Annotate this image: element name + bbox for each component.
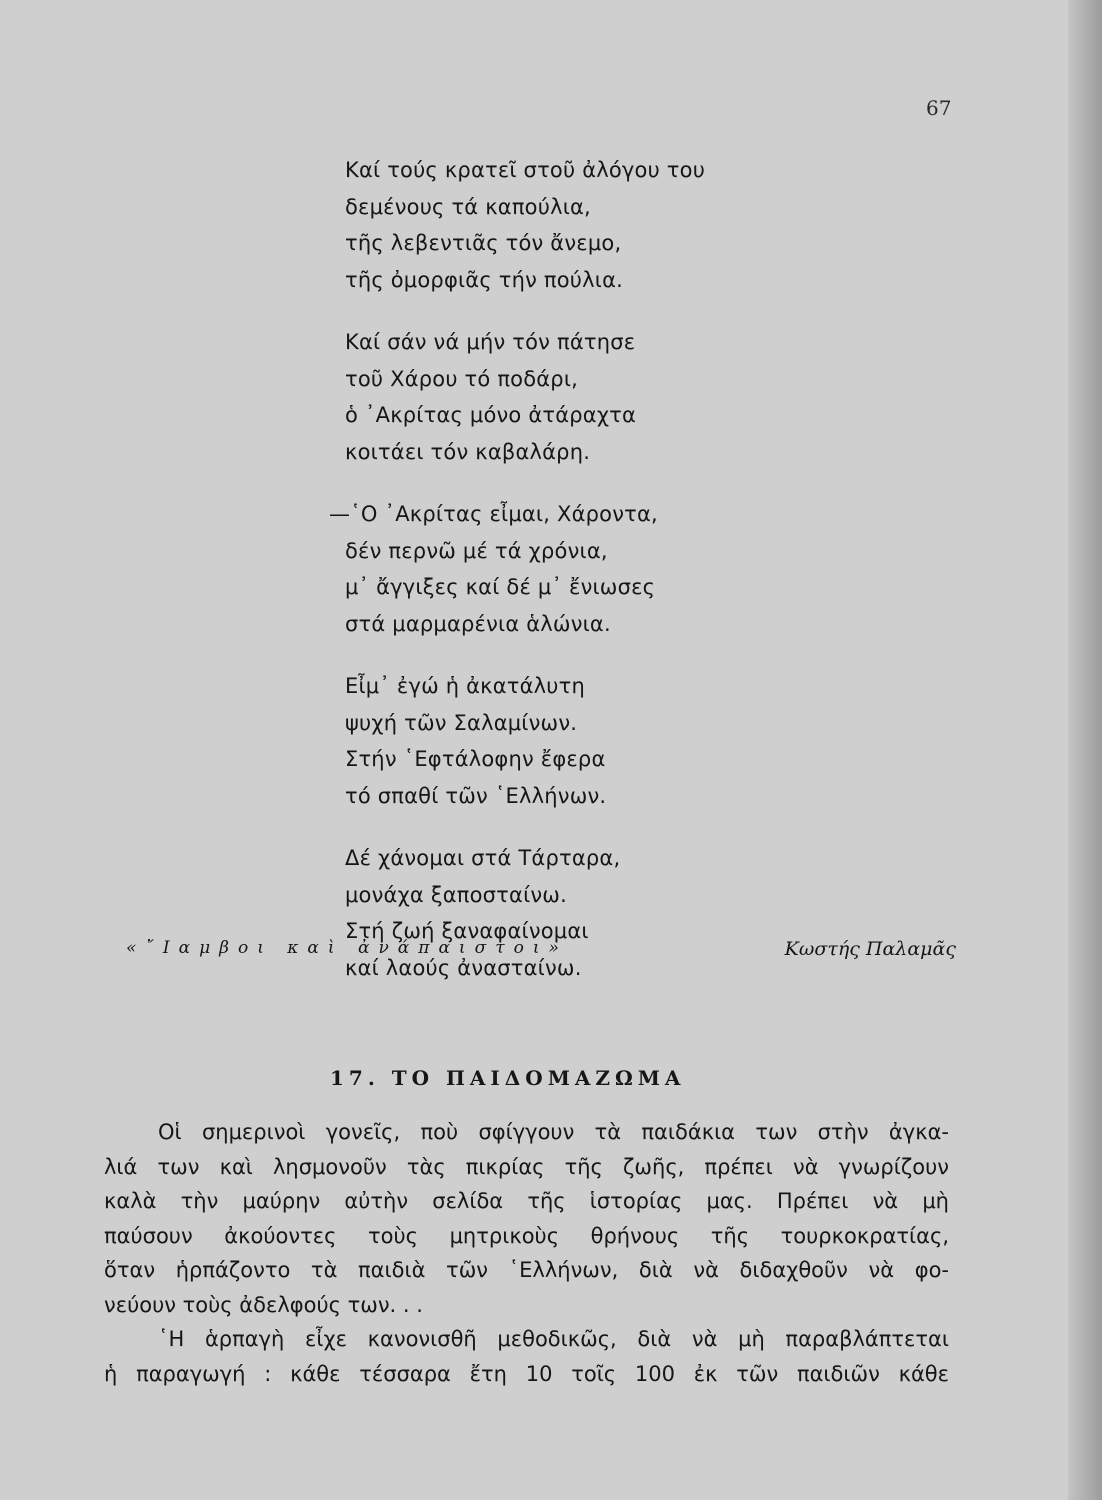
- poem-line: τοῦ Χάρου τό ποδάρι,: [345, 366, 579, 391]
- poem-stanza-3: [329, 496, 805, 642]
- prose-line: νεύουν τοὺς ἀδελφούς των. . .: [104, 1292, 423, 1317]
- poem-stanza-2: [345, 324, 805, 470]
- poem-line: τό σπαθί τῶν ῾Ελλήνων.: [345, 783, 607, 808]
- prose-line: ὅταν ἡρπάζοντο τὰ παιδιὰ τῶν ῾Ελλήνων, διὰ νὰ διδαχθοῦν νὰ φο-: [104, 1258, 949, 1282]
- poem: [329, 152, 805, 1012]
- poem-line: τῆς ὀμορφιᾶς τήν πούλια.: [345, 267, 623, 292]
- poem-line: μ᾿ ἄγγιξες καί δέ μ᾿ ἔνιωσες: [345, 575, 656, 599]
- poem-line: ψυχή τῶν Σαλαμίνων.: [345, 710, 578, 735]
- poem-line: μονάχα ξαποσταίνω.: [345, 882, 567, 907]
- poem-attribution: [126, 938, 956, 968]
- poem-line: Καί τούς κρατεῖ στοῦ ἀλόγου του: [345, 158, 706, 182]
- poem-line: Καί σάν νά μήν τόν πάτησε: [345, 330, 636, 354]
- poem-line: Στή ζωή ξαναφαίνομαι: [345, 919, 589, 943]
- poem-stanza-4: [345, 668, 805, 814]
- attribution-source: «῎Ιαμβοι καὶ ἀνάπαιστοι»: [126, 938, 568, 958]
- poem-line: Εἶμ᾿ ἐγώ ἡ ἀκατάλυτη: [345, 674, 586, 698]
- prose-line: Οἱ σημερινοὶ γονεῖς, ποὺ σφίγγουν τὰ παιδάκια των στὴν ἀγκα-: [158, 1120, 949, 1144]
- poem-line: Δέ χάνομαι στά Τάρταρα,: [345, 846, 621, 870]
- poem-line: —῾Ο ᾿Ακρίτας εἶμαι, Χάροντα,: [329, 502, 658, 526]
- poem-line: κοιτάει τόν καβαλάρη.: [345, 439, 591, 464]
- page-number: 67: [926, 96, 952, 120]
- poem-line: καί λαούς ἀνασταίνω.: [345, 955, 582, 980]
- page-edge-shadow: [1068, 0, 1102, 1500]
- prose-line: ἡ παραγωγή : κάθε τέσσαρα ἔτη 10 τοῖς 100 ἐκ τῶν παιδιῶν κάθε: [104, 1361, 949, 1386]
- poem-line: ὁ ᾿Ακρίτας μόνο ἀτάραχτα: [345, 403, 637, 427]
- poem-line: στά μαρμαρένια ἁλώνια.: [345, 611, 611, 636]
- poem-line: δέν περνῶ μέ τά χρόνια,: [345, 538, 608, 563]
- poem-stanza-1: [345, 152, 805, 298]
- attribution-author: Κωστής Παλαμᾶς: [784, 938, 956, 960]
- prose-line: λιά των καὶ λησμονοῦν τὰς πικρίας τῆς ζωῆς, πρέπει νὰ γνωρίζουν: [104, 1154, 949, 1179]
- prose-line: ῾Η ἁρπαγὴ εἶχε κανονισθῆ μεθοδικῶς, διὰ νὰ μὴ παραβλάπτεται: [158, 1327, 949, 1351]
- prose-line: παύσουν ἀκούοντες τοὺς μητρικοὺς θρήνους τῆς τουρκοκρατίας,: [104, 1223, 949, 1248]
- poem-line: τῆς λεβεντιᾶς τόν ἄνεμο,: [345, 231, 622, 255]
- section-heading: 17. ΤΟ ΠΑΙΔΟΜΑΖΩΜΑ: [330, 1066, 686, 1090]
- poem-line: δεμένους τά καπούλια,: [345, 194, 591, 219]
- section-body: [104, 1115, 949, 1391]
- prose-line: καλὰ τὴν μαύρην αὐτὴν σελίδα τῆς ἱστορίας μας. Πρέπει νὰ μὴ: [104, 1189, 949, 1213]
- poem-line: Στήν ῾Εφτάλοφην ἔφερα: [345, 747, 606, 771]
